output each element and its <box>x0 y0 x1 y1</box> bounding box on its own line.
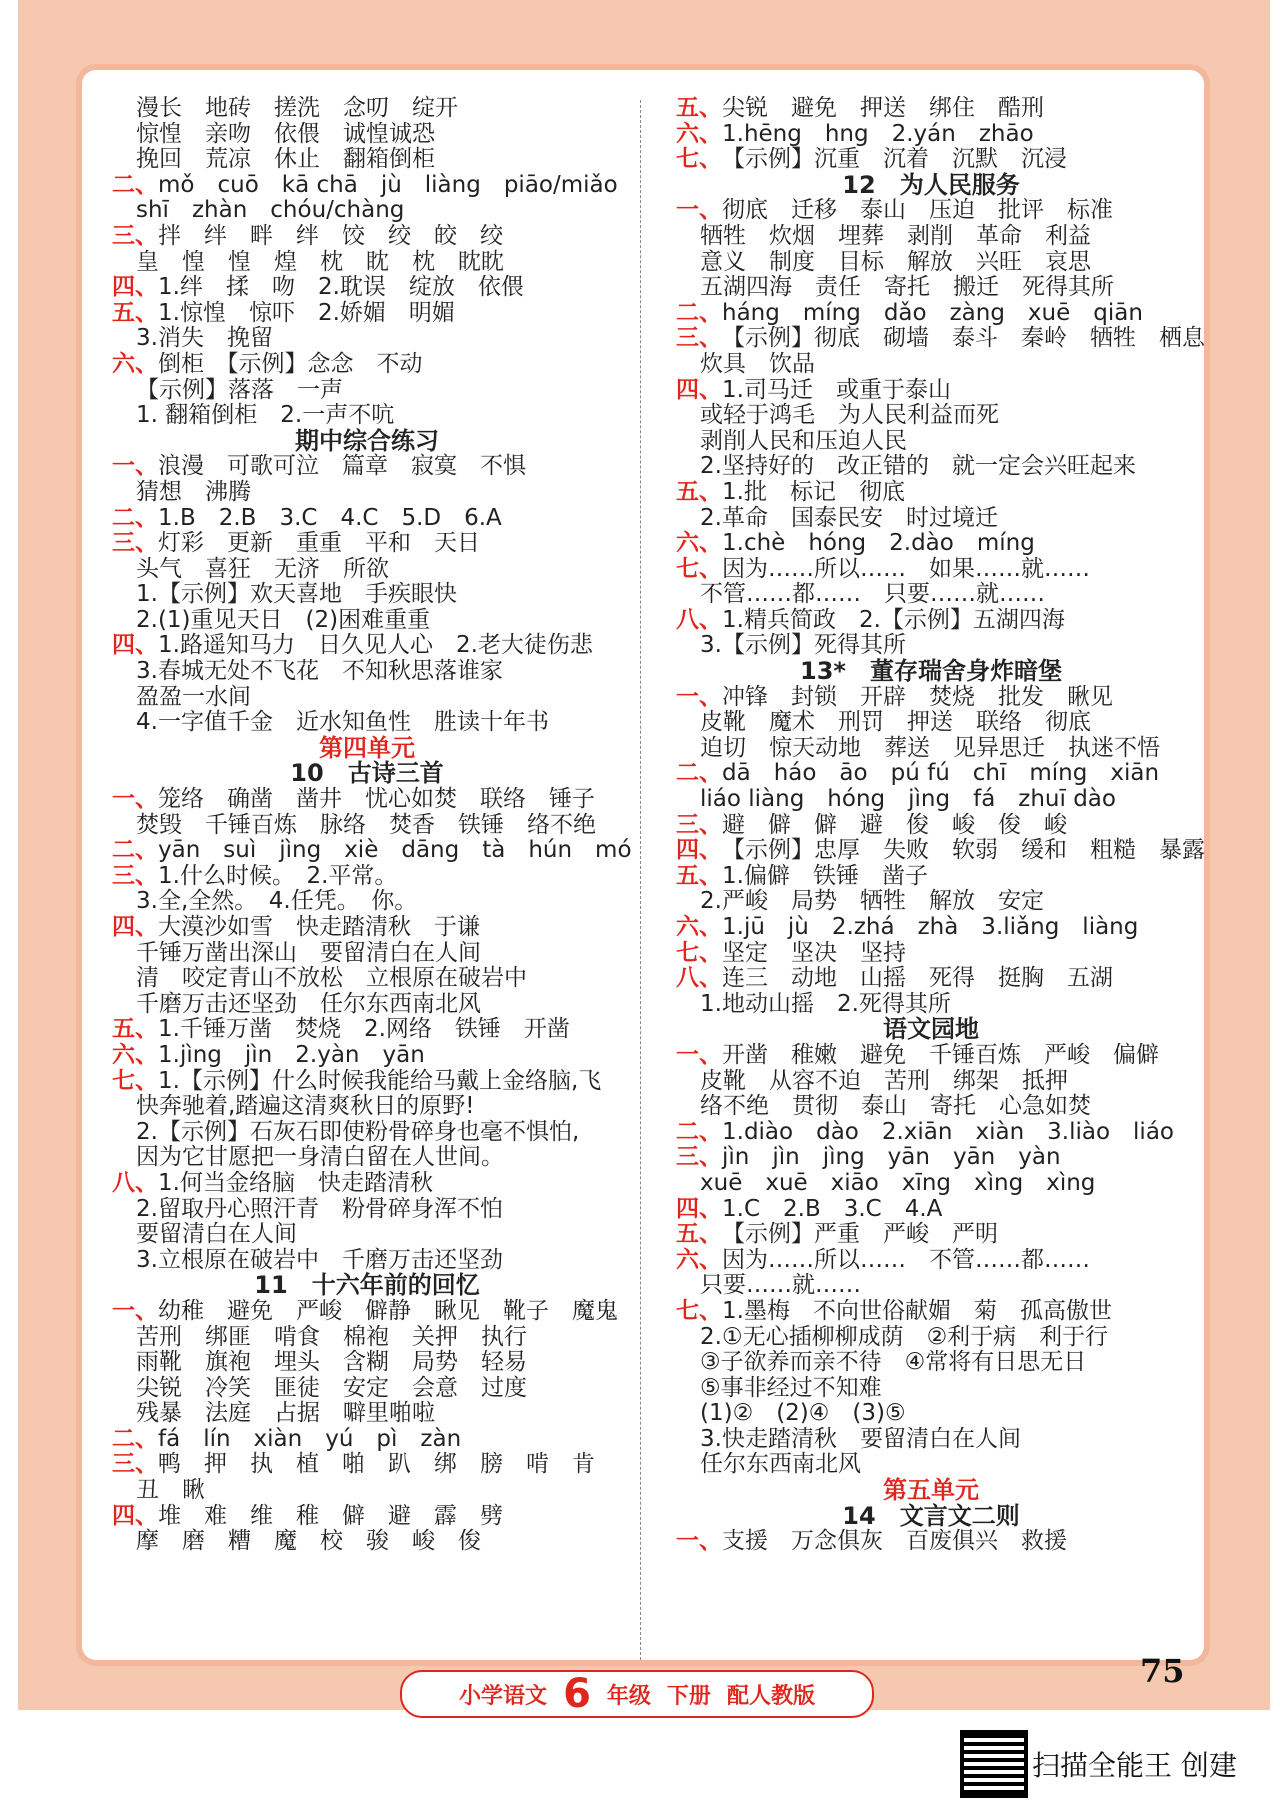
answer-line <box>112 1401 622 1427</box>
answer-line <box>676 224 1186 250</box>
answer-text: (1)② (2)④ (3)⑤ <box>700 1400 906 1427</box>
unit-heading: 第四单元 <box>319 733 415 762</box>
answer-line <box>676 147 1186 173</box>
section-marker: 三、 <box>676 325 722 352</box>
answer-line <box>676 915 1186 941</box>
footer-edition: 配人教版 <box>726 1683 815 1709</box>
answer-line <box>112 1529 622 1555</box>
section-marker: 八、 <box>676 606 722 633</box>
column-divider <box>640 100 641 1660</box>
answer-line <box>112 557 622 583</box>
answer-line <box>112 1017 622 1043</box>
answer-text: 因为……所以…… 不管……都…… <box>722 1246 1090 1273</box>
answer-line <box>112 173 622 199</box>
answer-line <box>676 403 1186 429</box>
answer-text: 堆 难 维 稚 僻 避 霹 劈 <box>158 1502 503 1529</box>
left-column <box>112 95 632 1555</box>
page-number: 75 <box>1140 1652 1185 1690</box>
answer-text: 1.墨梅 不向世俗献媚 菊 孤高傲世 <box>722 1297 1112 1324</box>
answer-text: liáo liàng hóng jìng fá zhuī dào <box>700 786 1116 813</box>
answer-text: 1.何当金络脑 快走踏清秋 <box>158 1169 433 1196</box>
answer-text: 连三 动地 山摇 死得 挺胸 五湖 <box>722 965 1113 992</box>
answer-text: 支援 万念俱灰 百废俱兴 救援 <box>722 1528 1067 1555</box>
answer-text: ⑤事非经过不知难 <box>700 1374 882 1401</box>
answer-text: 清 咬定青山不放松 立根原在破岩中 <box>136 965 527 992</box>
answer-text: 2.【示例】石灰石即使粉骨碎身也毫不惧怕, <box>136 1118 580 1145</box>
section-marker: 六、 <box>112 1041 158 1068</box>
answer-text: 残暴 法庭 占据 噼里啪啦 <box>136 1400 435 1427</box>
section-marker: 二、 <box>676 760 722 787</box>
answer-text: 因为它甘愿把一身清白留在人世间。 <box>136 1144 504 1171</box>
answer-text: 拌 绊 畔 绊 饺 绞 皎 绞 <box>158 222 503 249</box>
answer-line <box>676 941 1186 967</box>
answer-text: 鸭 押 执 植 啪 趴 绑 膀 啃 肯 <box>158 1451 595 1478</box>
answer-line <box>112 1299 622 1325</box>
answer-line <box>112 275 622 301</box>
answer-text: 【示例】沉重 沉着 沉默 沉浸 <box>722 146 1067 173</box>
answer-text: 坚定 坚决 坚持 <box>722 939 906 966</box>
answer-text: 要留清白在人间 <box>136 1221 297 1248</box>
answer-text: 千磨万击还坚劲 任尔东西南北风 <box>136 990 481 1017</box>
answer-text: 浪漫 可歌可泣 篇章 寂寞 不惧 <box>158 453 526 480</box>
answer-text: 尖锐 避免 押送 绑住 酷刑 <box>722 95 1044 121</box>
answer-line <box>112 966 622 992</box>
answer-line <box>676 685 1186 711</box>
answer-line <box>676 378 1186 404</box>
answer-line <box>676 787 1186 813</box>
unit-heading: 第五单元 <box>883 1476 979 1505</box>
answer-text: 1.【示例】欢天喜地 手疾眼快 <box>136 581 457 608</box>
answer-text: 避 僻 僻 避 俊 峻 俊 峻 <box>722 811 1067 838</box>
answer-text: 2.留取丹心照汗青 粉骨碎身浑不怕 <box>136 1195 503 1222</box>
answer-text: 1.路遥知马力 日久见人心 2.老大徒伤悲 <box>158 632 593 659</box>
answer-line <box>676 889 1186 915</box>
answer-line <box>112 1248 622 1274</box>
section-marker: 五、 <box>112 1016 158 1043</box>
qr-code-icon <box>960 1730 1028 1798</box>
answer-text: 1.【示例】什么时候我能给马戴上金络脑,飞 <box>158 1067 602 1094</box>
section-marker: 四、 <box>676 1195 722 1222</box>
section-marker: 三、 <box>676 811 722 838</box>
lesson-title: 语文园地 <box>883 1015 979 1044</box>
answer-line <box>676 1171 1186 1197</box>
answer-line <box>676 1222 1186 1248</box>
answer-line <box>676 250 1186 276</box>
answer-text: 1.绊 揉 吻 2.耽误 绽放 依偎 <box>158 274 524 301</box>
answer-line <box>112 633 622 659</box>
answer-line <box>676 1452 1186 1478</box>
answer-text: 2.(1)重见天日 (2)困难重重 <box>136 606 431 633</box>
answer-text: 猜想 沸腾 <box>136 478 251 505</box>
answer-text: 意义 制度 目标 解放 兴旺 哀思 <box>700 248 1091 275</box>
answer-text: dā háo āo pú fú chī míng xiān <box>722 760 1160 787</box>
section-marker: 五、 <box>676 1221 722 1248</box>
section-marker: 五、 <box>676 95 722 121</box>
answer-text: 因为……所以…… 如果……就…… <box>722 555 1090 582</box>
answer-line <box>676 710 1186 736</box>
answer-line <box>112 710 622 736</box>
section-marker: 一、 <box>112 453 158 480</box>
answer-text: 络不绝 贯彻 泰山 寄托 心急如焚 <box>700 1093 1091 1120</box>
answer-line <box>112 1197 622 1223</box>
answer-text: 快奔驰着,踏遍这清爽秋日的原野! <box>136 1093 475 1120</box>
answer-line <box>676 506 1186 532</box>
answer-text: 冲锋 封锁 开辟 焚烧 批发 瞅见 <box>722 683 1113 710</box>
answer-text: 3.消失 挽留 <box>136 325 273 352</box>
answer-line <box>112 1350 622 1376</box>
answer-line <box>676 608 1186 634</box>
answer-text: 不管……都…… 只要……就…… <box>700 581 1045 608</box>
answer-text: 2.革命 国泰民安 时过境迁 <box>700 504 998 531</box>
answer-text: 笼络 确凿 凿井 忧心如焚 联络 锤子 <box>158 786 595 813</box>
answer-line <box>676 1273 1186 1299</box>
answer-line <box>676 96 1186 122</box>
answer-text: 1.jū jù 2.zhá zhà 3.liǎng liàng <box>722 914 1139 940</box>
answer-line <box>676 992 1186 1018</box>
answer-line <box>676 1120 1186 1146</box>
section-marker: 三、 <box>112 862 158 889</box>
section-marker: 四、 <box>676 837 722 864</box>
answer-text: 3.全,全然。 4.任凭。 你。 <box>136 888 418 915</box>
answer-text: 只要……就…… <box>700 1272 861 1299</box>
answer-text: 1.hēng hng 2.yán zhāo <box>722 120 1034 147</box>
answer-line <box>112 787 622 813</box>
section-marker: 一、 <box>676 1528 722 1555</box>
answer-text: 皮靴 魔术 刑罚 押送 联络 彻底 <box>700 709 1091 736</box>
answer-text: 皮靴 从容不迫 苦刑 绑架 抵押 <box>700 1067 1068 1094</box>
answer-text: xuē xuē xiāo xīng xìng xìng <box>700 1169 1096 1196</box>
answer-line <box>112 1120 622 1146</box>
answer-text: 皇 惶 惶 煌 枕 眈 枕 眈眈 <box>136 248 504 275</box>
lesson-title: 10 古诗三首 <box>290 759 444 788</box>
answer-line <box>112 1222 622 1248</box>
section-marker: 四、 <box>676 376 722 403</box>
answer-line <box>112 352 622 378</box>
answer-line <box>676 429 1186 455</box>
section-marker: 一、 <box>676 197 722 224</box>
answer-text: 1.精兵简政 2.【示例】五湖四海 <box>722 606 1065 633</box>
answer-line <box>112 1325 622 1351</box>
answer-line <box>112 122 622 148</box>
footer-subject: 小学语文 <box>459 1683 548 1709</box>
answer-text: 1.diào dào 2.xiān xiàn 3.liào liáo <box>722 1118 1174 1145</box>
answer-line <box>676 325 1205 352</box>
section-marker: 六、 <box>676 120 722 147</box>
answer-text: shī zhàn chóu/chàng <box>136 197 405 224</box>
answer-text: 4.一字值千金 近水知鱼性 胜读十年书 <box>136 709 549 736</box>
answer-line <box>112 250 622 276</box>
answer-line <box>112 1069 622 1095</box>
answer-line <box>676 864 1186 890</box>
answer-line <box>676 1197 1186 1223</box>
answer-text: 尖锐 冷笑 匪徒 安定 会意 过度 <box>136 1374 527 1401</box>
answer-text: 倒柜 【示例】念念 不动 <box>158 350 423 377</box>
answer-text: 盈盈一水间 <box>136 683 251 710</box>
footer-band <box>400 1670 874 1718</box>
answer-line <box>112 326 622 352</box>
answer-text: 【示例】彻底 砌墙 泰斗 秦岭 牺牲 栖息 <box>722 325 1205 352</box>
lesson-title: 12 为人民服务 <box>842 170 1020 199</box>
section-marker: 八、 <box>112 1169 158 1196</box>
answer-line <box>676 122 1186 148</box>
answer-text: yān suì jìng xiè dāng tà hún mó <box>158 837 632 864</box>
answer-text: fá lín xiàn yú pì zàn <box>158 1425 462 1452</box>
section-marker: 五、 <box>676 862 722 889</box>
answer-line <box>676 1069 1186 1095</box>
answer-text: 彻底 迁移 泰山 压迫 批评 标准 <box>722 197 1113 224</box>
answer-line <box>676 582 1186 608</box>
answer-line <box>676 531 1186 557</box>
section-marker: 三、 <box>112 222 158 249</box>
answer-text: 丑 瞅 <box>136 1477 205 1504</box>
answer-line <box>676 1299 1186 1325</box>
section-marker: 三、 <box>676 1144 722 1171</box>
answer-line <box>676 1427 1186 1453</box>
answer-text: 1.批 标记 彻底 <box>722 478 905 505</box>
answer-line <box>112 531 622 557</box>
answer-text: 1.千锤万凿 焚烧 2.网络 铁锤 开凿 <box>158 1016 570 1043</box>
answer-text: 牺牲 炊烟 埋葬 剥削 革命 利益 <box>700 222 1091 249</box>
answer-text: 开凿 稚嫩 避免 千锤百炼 严峻 偏僻 <box>722 1041 1159 1068</box>
answer-line <box>112 506 622 532</box>
answer-text: 1.chè hóng 2.dào míng <box>722 530 1035 557</box>
section-marker: 七、 <box>676 939 722 966</box>
section-marker: 六、 <box>676 914 722 940</box>
answer-line <box>676 633 1186 659</box>
answer-text: 任尔东西南北风 <box>700 1451 861 1478</box>
section-marker: 八、 <box>676 965 722 992</box>
answer-line <box>112 454 622 480</box>
answer-line <box>112 1145 622 1171</box>
answer-text: 剥削人民和压迫人民 <box>700 427 907 454</box>
section-marker: 五、 <box>676 478 722 505</box>
answer-text: 2.严峻 局势 牺牲 解放 安定 <box>700 888 1044 915</box>
answer-line <box>676 198 1186 224</box>
answer-text: 漫长 地砖 搓洗 念叨 绽开 <box>136 95 458 121</box>
answer-text: 雨靴 旗袍 埋头 含糊 局势 轻易 <box>136 1349 527 1376</box>
answer-text: 1.jìng jìn 2.yàn yān <box>158 1041 425 1068</box>
answer-text: 焚毁 千锤百炼 脉络 焚香 铁锤 络不绝 <box>136 811 596 838</box>
answer-line <box>112 889 622 915</box>
answer-line <box>676 301 1186 327</box>
answer-line <box>112 1043 622 1069</box>
answer-line <box>112 224 622 250</box>
answer-line <box>676 1145 1186 1171</box>
answer-line <box>112 685 622 711</box>
section-marker: 七、 <box>676 146 722 173</box>
answer-text: 炊具 饮品 <box>700 350 815 377</box>
answer-line <box>112 837 632 864</box>
answer-text: 2.①无心插柳柳成荫 ②利于病 利于行 <box>700 1323 1109 1350</box>
answer-line <box>676 1094 1186 1120</box>
answer-line <box>676 837 1205 864</box>
answer-text: 2.坚持好的 改正错的 就一定会兴旺起来 <box>700 453 1136 480</box>
answer-line <box>112 1376 622 1402</box>
answer-text: ③子欲养而亲不待 ④常将有日思无日 <box>700 1349 1087 1376</box>
answer-text: 幼稚 避免 严峻 僻静 瞅见 靴子 魔鬼 <box>158 1297 618 1324</box>
answer-line <box>676 557 1186 583</box>
section-marker: 六、 <box>676 530 722 557</box>
answer-line <box>112 301 622 327</box>
section-marker: 一、 <box>676 683 722 710</box>
lesson-title: 14 文言文二则 <box>842 1501 1020 1530</box>
answer-text: 头气 喜狂 无济 所欲 <box>136 555 389 582</box>
answer-line <box>112 1171 622 1197</box>
answer-text: 摩 磨 糟 魔 校 骏 峻 俊 <box>136 1528 481 1555</box>
section-marker: 二、 <box>112 504 158 531</box>
right-column <box>676 95 1205 1555</box>
answer-text: 或轻于鸿毛 为人民利益而死 <box>700 402 999 429</box>
section-marker: 四、 <box>112 1502 158 1529</box>
section-marker: 四、 <box>112 274 158 301</box>
answer-text: 1.偏僻 铁锤 凿子 <box>722 862 928 889</box>
answer-line <box>112 198 622 224</box>
answer-text: jìn jìn jìng yān yān yàn <box>722 1144 1061 1171</box>
answer-text: 3.春城无处不飞花 不知秋思落谁家 <box>136 658 503 685</box>
answer-line <box>112 403 622 429</box>
answer-text: 千锤万凿出深山 要留清白在人间 <box>136 939 481 966</box>
section-marker: 七、 <box>676 555 722 582</box>
answer-line <box>112 915 622 941</box>
answer-line <box>676 454 1186 480</box>
section-marker: 二、 <box>112 837 158 864</box>
answer-line <box>676 813 1186 839</box>
section-marker: 一、 <box>112 786 158 813</box>
section-marker: 二、 <box>112 1425 158 1452</box>
answer-line <box>112 480 622 506</box>
answer-line <box>112 147 622 173</box>
answer-text: 【示例】严重 严峻 严明 <box>722 1221 998 1248</box>
answer-text: háng míng dǎo zàng xuē qiān <box>722 299 1143 326</box>
answer-line <box>676 352 1186 378</box>
answer-text: 迫切 惊天动地 葬送 见异思迁 执迷不悟 <box>700 734 1160 761</box>
answer-text: 1.惊惶 惊吓 2.娇媚 明媚 <box>158 299 455 326</box>
answer-text: mǒ cuō kā chā jù liàng piāo/miǎo <box>158 171 618 198</box>
answer-text: 1.司马迁 或重于泰山 <box>722 376 951 403</box>
section-marker: 四、 <box>112 632 158 659</box>
footer-grade: 6 <box>563 1671 591 1717</box>
answer-text: 1.C 2.B 3.C 4.A <box>722 1195 943 1222</box>
footer-grade-suffix: 年级 <box>606 1683 651 1709</box>
answer-line <box>676 1376 1186 1402</box>
answer-text: 挽回 荒凉 休止 翻箱倒柜 <box>136 146 435 173</box>
section-marker: 六、 <box>112 350 158 377</box>
answer-line <box>112 864 622 890</box>
section-marker: 六、 <box>676 1246 722 1273</box>
answer-line <box>676 1401 1186 1427</box>
answer-line <box>112 1478 622 1504</box>
answer-line <box>112 582 622 608</box>
answer-text: 3.【示例】死得其所 <box>700 632 906 659</box>
answer-line <box>112 1094 622 1120</box>
section-marker: 四、 <box>112 914 158 940</box>
answer-line <box>676 1248 1186 1274</box>
answer-line <box>112 1427 622 1453</box>
answer-text: 苦刑 绑匪 啃食 棉袍 关押 执行 <box>136 1323 527 1350</box>
answer-text: 1.地动山摇 2.死得其所 <box>700 990 951 1017</box>
section-marker: 一、 <box>112 1297 158 1324</box>
section-marker: 七、 <box>676 1297 722 1324</box>
answer-line <box>676 1043 1186 1069</box>
answer-text: 五湖四海 责任 寄托 搬迁 死得其所 <box>700 274 1114 301</box>
answer-line <box>112 992 622 1018</box>
answer-text: 3.快走踏清秋 要留清白在人间 <box>700 1425 1021 1452</box>
answer-text: 1. 翻箱倒柜 2.一声不吭 <box>136 402 395 429</box>
answer-line <box>112 941 622 967</box>
answer-text: 大漠沙如雪 快走踏清秋 于谦 <box>158 914 480 940</box>
answer-line <box>676 1350 1186 1376</box>
section-marker: 二、 <box>676 1118 722 1145</box>
answer-line <box>112 659 622 685</box>
answer-text: 惊惶 亲吻 依偎 诚惶诚恐 <box>136 120 435 147</box>
section-marker: 三、 <box>112 1451 158 1478</box>
scanner-watermark: 扫描全能王 创建 <box>1032 1749 1237 1782</box>
answer-line <box>676 275 1186 301</box>
answer-line <box>676 966 1186 992</box>
answer-line <box>112 96 622 122</box>
section-marker: 二、 <box>676 299 722 326</box>
answer-text: 【示例】落落 一声 <box>136 376 343 403</box>
answer-line <box>676 761 1186 787</box>
answer-line <box>676 1529 1186 1555</box>
answer-line <box>112 1452 622 1478</box>
answer-line <box>112 813 622 839</box>
answer-line <box>676 480 1186 506</box>
section-marker: 五、 <box>112 299 158 326</box>
lesson-title: 13* 董存瑞舍身炸暗堡 <box>800 657 1062 686</box>
answer-text: 【示例】忠厚 失败 软弱 缓和 粗糙 暴露 <box>722 837 1205 864</box>
answer-line <box>112 608 622 634</box>
lesson-title: 11 十六年前的回忆 <box>254 1271 480 1300</box>
answer-text: 1.B 2.B 3.C 4.C 5.D 6.A <box>158 504 502 531</box>
answer-line <box>112 1504 622 1530</box>
section-marker: 七、 <box>112 1067 158 1094</box>
answer-text: 1.什么时候。 2.平常。 <box>158 862 398 889</box>
footer-term: 下册 <box>666 1683 711 1709</box>
section-marker: 一、 <box>676 1041 722 1068</box>
answer-text: 3.立根原在破岩中 千磨万击还坚劲 <box>136 1246 503 1273</box>
section-marker: 三、 <box>112 530 158 557</box>
answer-text: 灯彩 更新 重重 平和 天日 <box>158 530 480 557</box>
answer-line <box>112 378 622 404</box>
answer-line <box>676 1325 1186 1351</box>
lesson-title: 期中综合练习 <box>295 426 439 455</box>
answer-line <box>676 736 1186 762</box>
section-marker: 二、 <box>112 171 158 198</box>
